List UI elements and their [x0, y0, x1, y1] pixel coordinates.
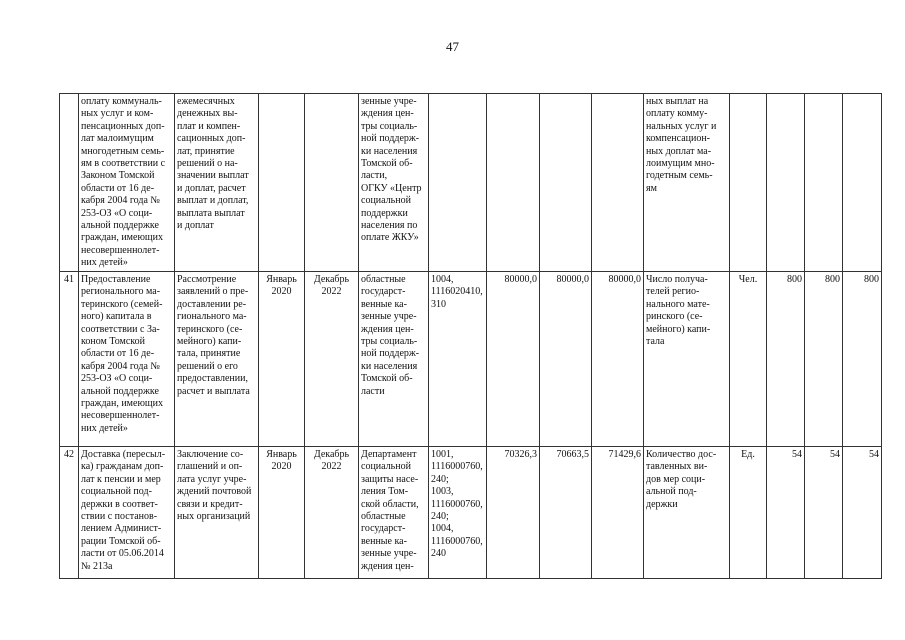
measure-name: Предоставление регионального ма- теринского (семей- ного) капитала в соответствии с За- коном Томской области от 16 де- кабря 2004 года № 253-ОЗ «О соци- альной поддержке граждан, имеющих несовершеннолет- них детей» — [79, 272, 175, 447]
row-number — [60, 94, 79, 272]
end-date: Декабрь 2022 — [305, 447, 359, 579]
funding-year-3: 71429,6 — [592, 447, 644, 579]
funding-year-2: 70663,5 — [540, 447, 592, 579]
indicator-year-2: 800 — [805, 272, 843, 447]
funding-year-3 — [592, 94, 644, 272]
indicator-year-3: 54 — [843, 447, 882, 579]
indicator-year-2 — [805, 94, 843, 272]
start-date — [259, 94, 305, 272]
start-date: Январь 2020 — [259, 272, 305, 447]
measure-content: Рассмотрение заявлений о пре- доставлении ре- гионального ма- теринского (се- мейного) капи- тала, принятие решений о его предоставлении, расчет и выплата — [175, 272, 259, 447]
start-date: Январь 2020 — [259, 447, 305, 579]
measure-name: оплату коммуналь- ных услуг и ком- пенсационных доп- лат малоимущим многодетным семь- ям в соответствии с Законом Томской области от 16 де- кабря 2004 года № 253-ОЗ «О соци- альной поддержке граждан, имеющих несовершеннолет- них детей» — [79, 94, 175, 272]
indicator-name: ных выплат на оплату комму- нальных услуг и компенсацион- ных доплат ма- лоимущим мно- годетным семь- ям — [644, 94, 730, 272]
end-date — [305, 94, 359, 272]
indicator-name: Количество дос- тавленных ви- дов мер соци- альной под- держки — [644, 447, 730, 579]
row-number: 41 — [60, 272, 79, 447]
unit — [730, 94, 767, 272]
row-number: 42 — [60, 447, 79, 579]
indicator-year-1 — [767, 94, 805, 272]
indicator-year-1: 800 — [767, 272, 805, 447]
budget-code — [429, 94, 487, 272]
indicator-year-1: 54 — [767, 447, 805, 579]
executor: областные государст- венные ка- зенные учре- ждения цен- тры социаль- ной поддерж- ки населения Томской об- ласти — [359, 272, 429, 447]
funding-year-1 — [487, 94, 540, 272]
funding-year-2 — [540, 94, 592, 272]
funding-year-2: 80000,0 — [540, 272, 592, 447]
budget-code: 1001, 1116000760, 240; 1003, 1116000760, 240; 1004, 1116000760, 240 — [429, 447, 487, 579]
budget-code: 1004, 1116020410, 310 — [429, 272, 487, 447]
funding-year-1: 70326,3 — [487, 447, 540, 579]
indicator-year-3 — [843, 94, 882, 272]
table-row — [60, 272, 882, 447]
funding-year-1: 80000,0 — [487, 272, 540, 447]
unit: Чел. — [730, 272, 767, 447]
funding-year-3: 80000,0 — [592, 272, 644, 447]
measure-name: Доставка (пересыл- ка) гражданам доп- лат к пенсии и мер социальной под- держки в соответ- ствии с постанов- лением Админист- рации Томской об- ласти от 05.06.2014 № 213а — [79, 447, 175, 579]
page-number: 47 — [446, 39, 459, 54]
indicator-year-2: 54 — [805, 447, 843, 579]
executor: Департамент социальной защиты насе- ления Том- ской области, областные государст- венные ка- зенные учре- ждения цен- — [359, 447, 429, 579]
unit: Ед. — [730, 447, 767, 579]
measure-content: ежемесячных денежных вы- плат и компен- сационных доп- лат, принятие решений о на- значении выплат и доплат, расчет выплат и доплат, выплата выплат и доплат — [175, 94, 259, 272]
indicator-year-3: 800 — [843, 272, 882, 447]
measure-content: Заключение со- глашений и оп- лата услуг учре- ждений почтовой связи и кредит- ных организаций — [175, 447, 259, 579]
end-date: Декабрь 2022 — [305, 272, 359, 447]
executor: зенные учре- ждения цен- тры социаль- ной поддерж- ки населения Томской об- ласти, ОГКУ «Центр социальной поддержки населения по оплате ЖКУ» — [359, 94, 429, 272]
table-row — [60, 447, 882, 579]
indicator-name: Число получа- телей регио- нального мате- ринского (се- мейного) капи- тала — [644, 272, 730, 447]
program-table — [59, 93, 882, 579]
table-row — [60, 94, 882, 272]
